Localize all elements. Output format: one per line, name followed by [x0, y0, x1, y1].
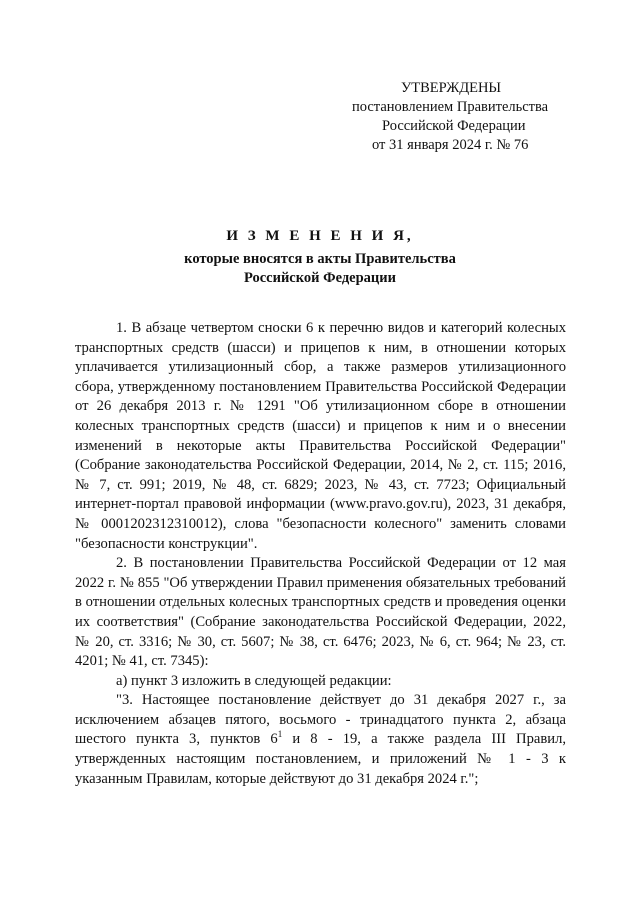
- paragraph-4-text-b: и 8 - 19, а также раздела III Правил, утвержденных настоящим постановлением, и приложений № 1 - 3 к указанным Правилам, которые действуют до 31 декабря 2024 г.";: [75, 731, 566, 787]
- document-body: [75, 319, 566, 789]
- document-subtitle: [0, 250, 640, 287]
- paragraph-1: 1. В абзаце четвертом сноски 6 к перечню видов и категорий колесных транспортных средств (шасси) и прицепов к ним, в отношении которых уплачивается утилизационный сбор, а также размеров утилизационного сбора, утвержденному постановлением Правительства Российской Федерации от 26 декабря 2013 г. № 1291 "Об утилизационном сборе в отношении колесных транспортных средств (шасси) и прицепов к ним и о внесении изменений в некоторые акты Правительства Российской Федерации" (Собрание законодательства Российской Федерации, 2014, № 2, ст. 115; 2016, № 7, ст. 991; 2019, № 48, ст. 6829; 2023, № 43, ст. 7723; Официальный интернет-портал правовой информации (www.pravo.gov.ru), 2023, 31 декабря, № 0001202312310012), слова "безопасности колесного" заменить словами "безопасности конструкции".: [75, 320, 566, 552]
- approval-heading: УТВЕРЖДЕНЫ: [401, 80, 502, 96]
- subtitle-line-1: которые вносятся в акты Правительства: [184, 251, 456, 267]
- subtitle-line-2: Российской Федерации: [243, 269, 396, 286]
- approval-line-1: постановлением Правительства: [352, 99, 549, 115]
- approval-line-2: Российской Федерации: [382, 118, 526, 134]
- paragraph-4: [75, 691, 566, 789]
- approval-line-3: от 31 января 2024 г. № 76: [372, 137, 529, 153]
- paragraph-4-text-a: "3. Настоящее постановление действует до 31 декабря 2027 г., за исключением абзацев пятого, восьмого - тринадцатого пункта 2, абзаца шестого пункта 3, пунктов 6: [75, 692, 566, 748]
- paragraph-3: а) пункт 3 изложить в следующей редакции:: [116, 672, 392, 689]
- superscript: 1: [277, 728, 283, 739]
- paragraph-2: 2. В постановлении Правительства Российской Федерации от 12 мая 2022 г. № 855 "Об утверждении Правил применения обязательных требований в отношении отдельных колесных транспортных средств и проведения оценки их соответствия" (Собрание законодательства Российской Федерации, 2022, № 20, ст. 3316; № 30, ст. 5607; № 38, ст. 6476; 2023, № 6, ст. 964; № 23, ст. 4201; № 41, ст. 7345):: [75, 555, 566, 670]
- document-title: И З М Е Н Е Н И Я,: [226, 228, 414, 244]
